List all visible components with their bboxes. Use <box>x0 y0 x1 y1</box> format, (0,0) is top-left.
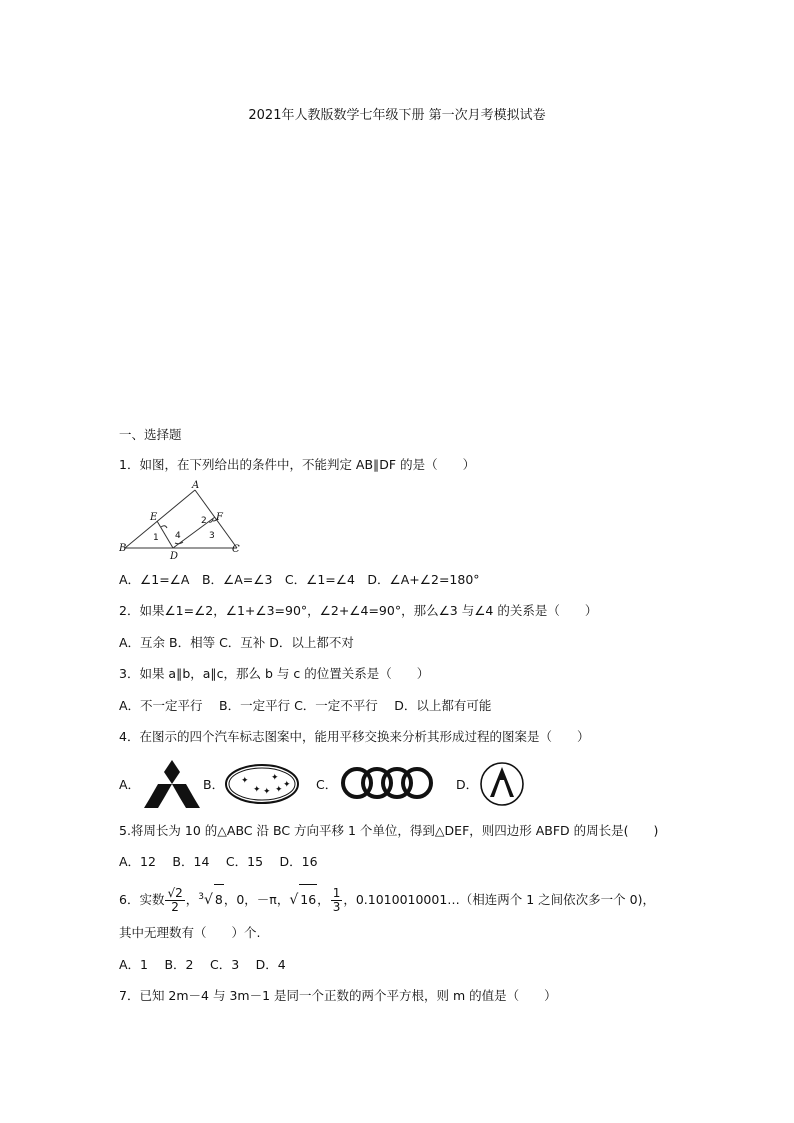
cbrt-arg: 8 <box>214 884 224 915</box>
subaru-logo <box>223 762 301 806</box>
label-angle-4: 4 <box>175 531 181 541</box>
svg-text:✦: ✦ <box>271 773 279 783</box>
fraction-1-over-3: $\frac{1}{3}$ <box>332 886 341 915</box>
question-5-options: A．12 B．14 C．15 D．16 <box>119 854 318 869</box>
svg-text:✦: ✦ <box>241 776 249 786</box>
question-1-stem: 1．如图，在下列给出的条件中，不能判定 AB∥DF 的是（ ） <box>119 457 476 472</box>
question-2-stem: 2．如果∠1=∠2，∠1+∠3=90°，∠2+∠4=90°，那么∠3 与∠4 的关系是（ ） <box>119 603 598 618</box>
label-angle-2: 2 <box>201 516 207 526</box>
svg-text:✦: ✦ <box>275 785 283 795</box>
label-b: B <box>119 543 127 554</box>
question-6-stem: 6．实数 $\frac{√2}{2}$ ，$^3$√ 8，0，－π，√ 16， $\frac{1}{3}$ ，0.1010010001…（相连两个 1 之间依次多一个 0)， <box>119 886 655 915</box>
question-3-options: A．不一定平行 B．一定平行 C．一定不平行 D．以上都有可能 <box>119 698 492 713</box>
label-f: F <box>216 512 223 523</box>
label-angle-1: 1 <box>153 533 159 543</box>
section-heading: 一、选择题 <box>119 427 182 442</box>
mitsubishi-logo <box>142 758 202 810</box>
fraction-sqrt2-over-2: $\frac{√2}{2}$ <box>167 886 183 915</box>
question-1-options: A．∠1=∠A B．∠A=∠3 C．∠1=∠4 D．∠A+∠2=180° <box>119 572 480 587</box>
q6-suffix: ，0.1010010001…（相连两个 1 之间依次多一个 0)， <box>343 892 655 908</box>
page-title: 2021年人教版数学七年级下册 第一次月考模拟试卷 <box>248 108 546 123</box>
label-d: D <box>170 551 179 562</box>
question-2-options: A．互余 B．相等 C．互补 D．以上都不对 <box>119 635 354 650</box>
question-6-options: A．1 B．2 C．3 D．4 <box>119 957 286 972</box>
svg-text:✦: ✦ <box>283 780 291 790</box>
sqrt-arg: 16 <box>299 884 317 915</box>
option-a-label: A． <box>119 777 141 792</box>
svg-text:✦: ✦ <box>263 787 271 797</box>
q6-mid: ，0，－π， <box>223 892 290 908</box>
option-d-label: D． <box>456 777 479 792</box>
cbrt-index: 3 <box>198 892 204 902</box>
option-c-label: C． <box>316 777 338 792</box>
label-e: E <box>150 512 158 523</box>
question-6-line2: 其中无理数有（ ）个. <box>119 925 261 940</box>
question-7-stem: 7．已知 2m－4 与 3m－1 是同一个正数的两个平方根，则 m 的值是（ ） <box>119 988 557 1003</box>
option-b-label: B． <box>203 777 225 792</box>
question-3-stem: 3．如果 a∥b，a∥c，那么 b 与 c 的位置关系是（ ） <box>119 666 430 681</box>
acura-logo <box>478 761 526 807</box>
label-a: A <box>192 480 200 491</box>
svg-text:✦: ✦ <box>253 785 261 795</box>
q6-prefix: 6．实数 <box>119 892 165 908</box>
audi-logo <box>340 764 436 802</box>
question-5-stem: 5.将周长为 10 的△ABC 沿 BC 方向平移 1 个单位，得到△DEF，则四边形 ABFD 的周长是( ) <box>119 823 659 838</box>
label-angle-3: 3 <box>209 531 215 541</box>
question-1-triangle-figure <box>119 480 247 562</box>
question-4-stem: 4．在图示的四个汽车标志图案中，能用平移交换来分析其形成过程的图案是（ ） <box>119 729 590 744</box>
label-c: C <box>232 544 240 555</box>
